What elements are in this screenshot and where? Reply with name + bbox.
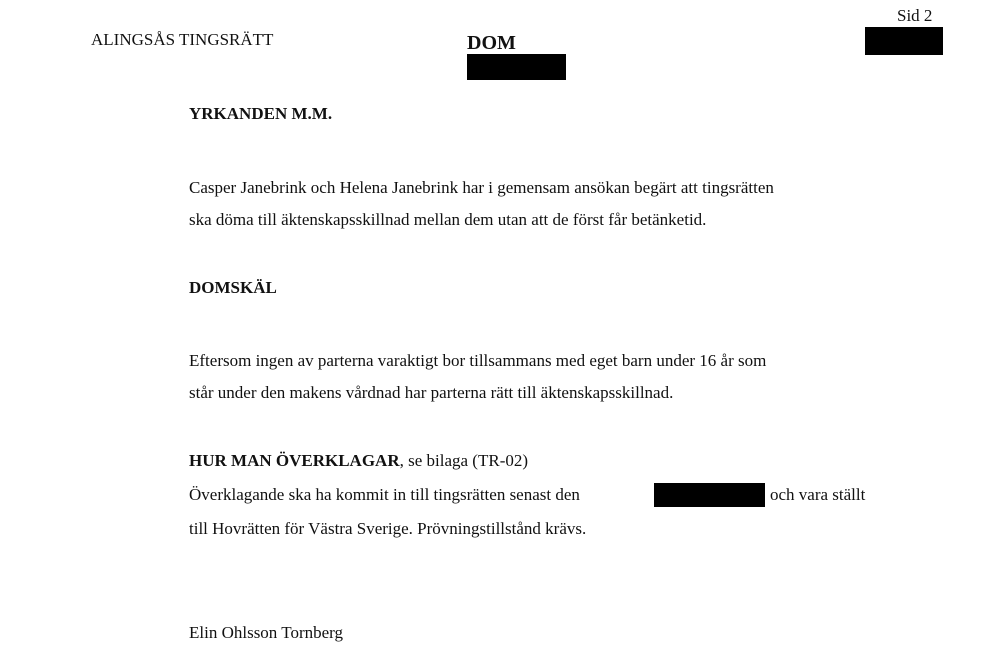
overklagar-line-2: till Hovrätten för Västra Sverige. Prövningstillstånd krävs. — [189, 519, 587, 538]
page-number: Sid 2 — [897, 6, 933, 25]
section-heading-yrkanden: YRKANDEN M.M. — [189, 104, 333, 123]
overklagar-heading: HUR MAN ÖVERKLAGAR — [189, 451, 400, 470]
overklagar-line-1-before: Överklagande ska ha kommit in till tingsrätten senast den — [189, 485, 580, 504]
redacted-appeal-deadline — [654, 483, 765, 507]
redacted-case-number — [467, 54, 566, 80]
section-heading-domskal: DOMSKÄL — [189, 278, 277, 297]
yrkanden-line-2: ska döma till äktenskapsskillnad mellan dem utan att de först får betänketid. — [189, 210, 707, 229]
overklagar-heading-suffix: , se bilaga (TR-02) — [399, 451, 529, 470]
redacted-date — [865, 27, 943, 55]
court-name: ALINGSÅS TINGSRÄTT — [91, 30, 274, 49]
domskal-line-2: står under den makens vårdnad har parterna rätt till äktenskapsskillnad. — [189, 383, 674, 402]
overklagar-line-1-after: och vara ställt — [770, 485, 866, 504]
document-type: DOM — [467, 32, 516, 54]
section-heading-overklagar — [189, 451, 528, 471]
domskal-line-1: Eftersom ingen av parterna varaktigt bor tillsammans med eget barn under 16 år som — [189, 351, 767, 370]
yrkanden-line-1: Casper Janebrink och Helena Janebrink har i gemensam ansökan begärt att tingsrätten — [189, 178, 774, 197]
signature-name: Elin Ohlsson Tornberg — [189, 623, 344, 642]
